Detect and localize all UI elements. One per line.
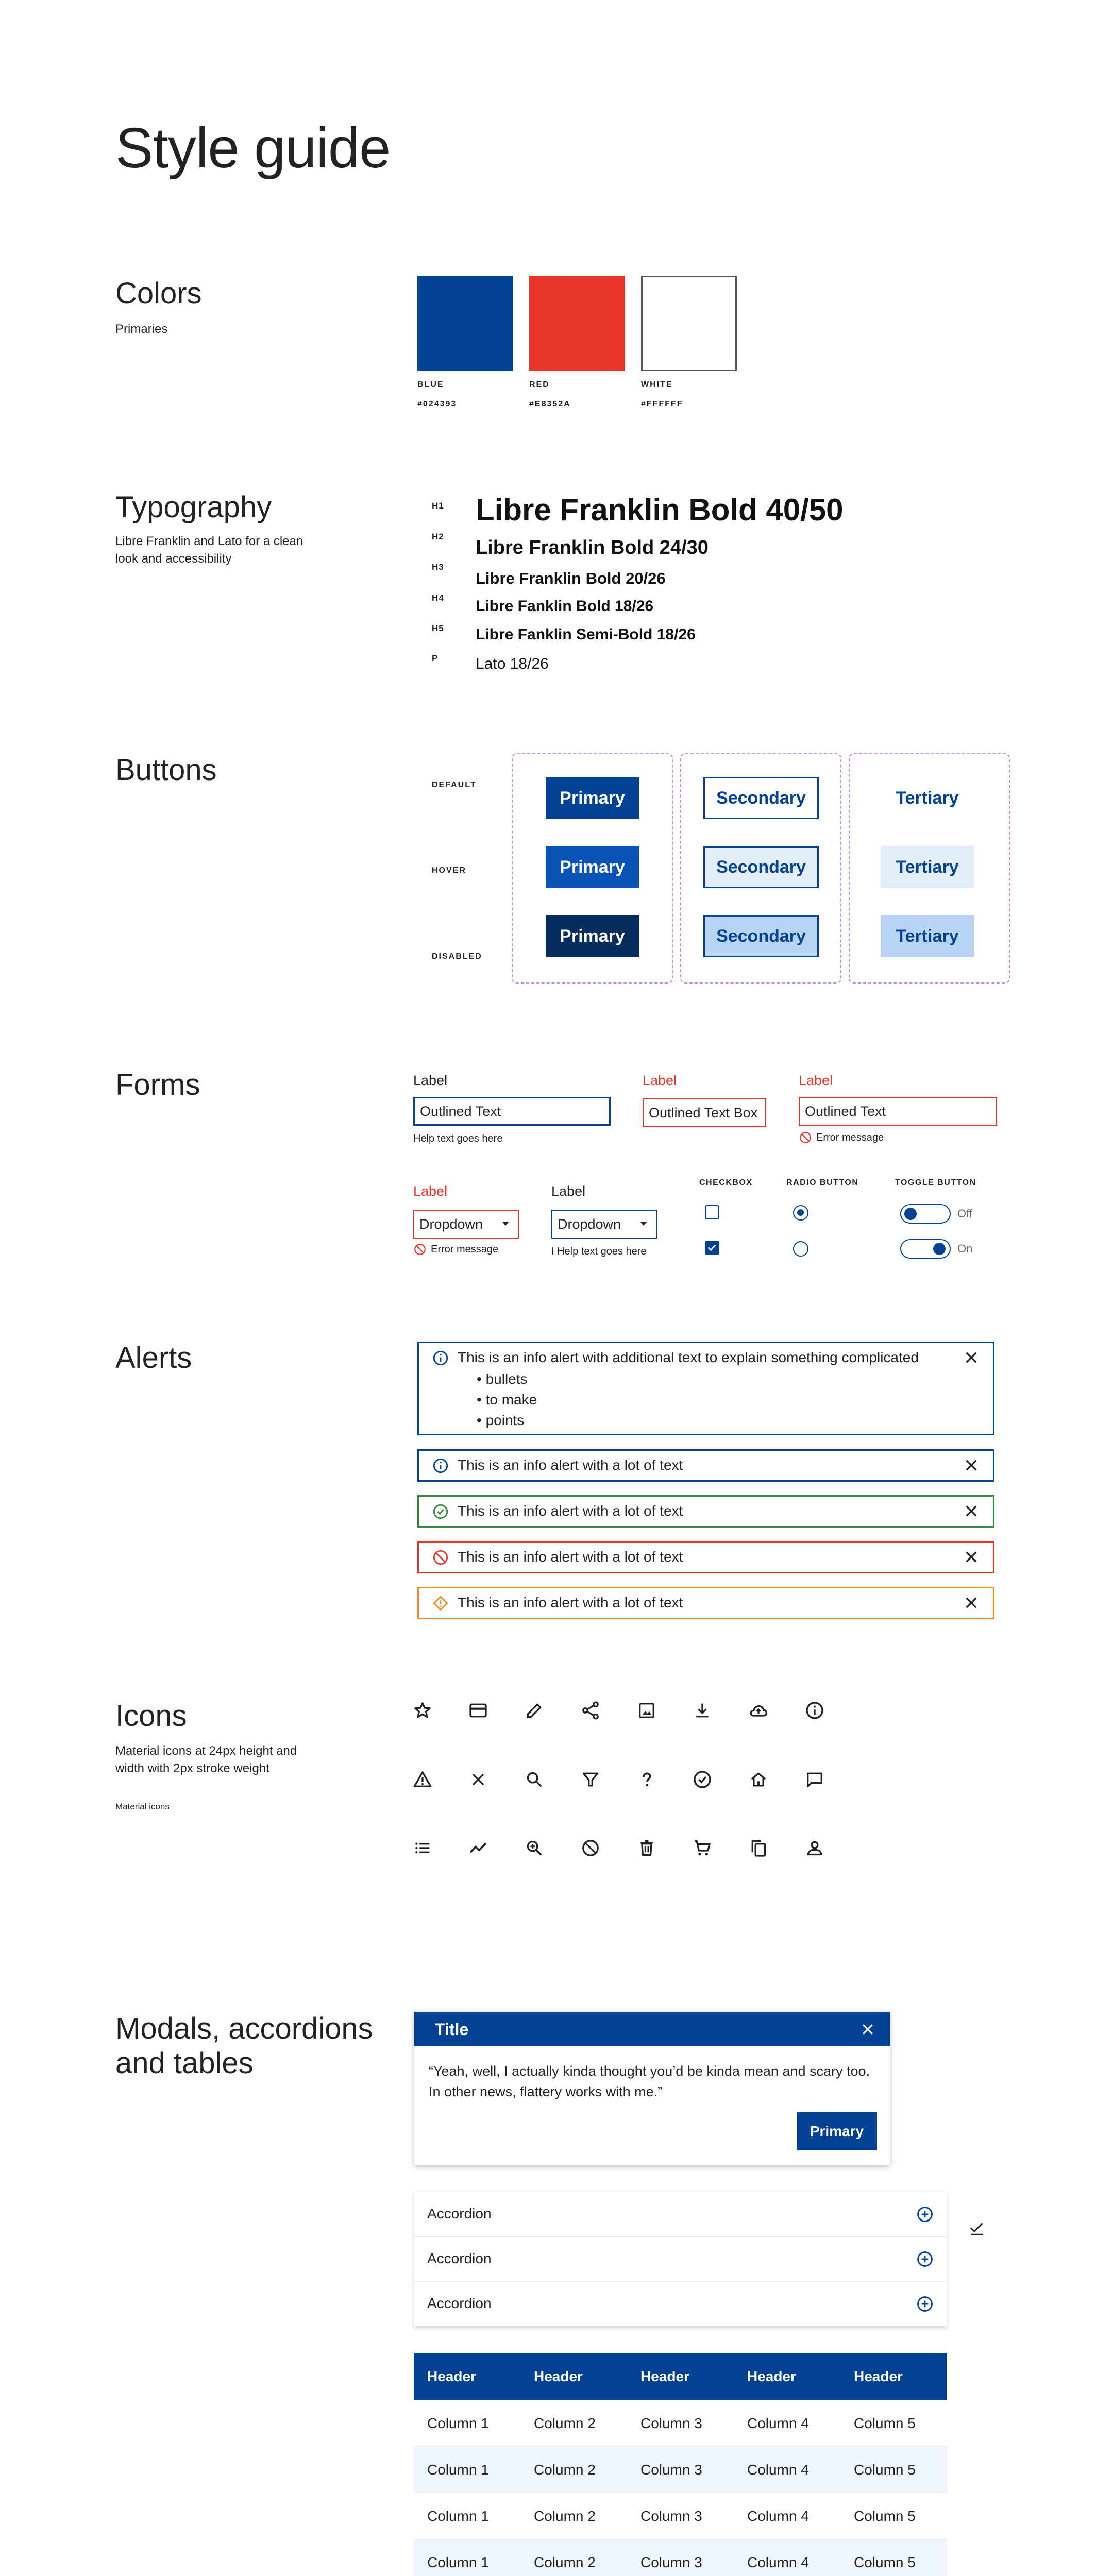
swatch-name-blue: BLUE bbox=[417, 380, 444, 389]
accordion-item[interactable] bbox=[414, 2192, 947, 2237]
add-circle-icon bbox=[915, 2294, 935, 2314]
colors-subtitle: Primaries bbox=[115, 322, 168, 336]
close-icon[interactable] bbox=[963, 1549, 980, 1565]
close-icon[interactable] bbox=[963, 1503, 980, 1519]
type-sample-h2: Libre Franklin Bold 24/30 bbox=[476, 537, 709, 558]
close-icon[interactable] bbox=[963, 1595, 980, 1611]
toggle-off-label: Off bbox=[957, 1207, 972, 1220]
table-header[interactable]: Header bbox=[840, 2353, 947, 2400]
chat-icon bbox=[804, 1769, 825, 1790]
close-icon[interactable] bbox=[963, 1457, 980, 1473]
typography-subtitle-1: Libre Franklin and Lato for a clean bbox=[115, 534, 303, 548]
table-cell: Column 4 bbox=[734, 2539, 840, 2576]
table-cell: Column 2 bbox=[520, 2493, 627, 2539]
trending-icon bbox=[468, 1838, 488, 1858]
image-icon bbox=[636, 1700, 657, 1721]
table-row bbox=[414, 2539, 947, 2576]
table-cell: Column 2 bbox=[520, 2447, 627, 2493]
warning-diamond-icon bbox=[432, 1595, 449, 1612]
modal-close-icon[interactable] bbox=[860, 2022, 875, 2037]
table-cell: Column 2 bbox=[520, 2539, 627, 2576]
table-row bbox=[414, 2493, 947, 2539]
accordion-label: Accordion bbox=[427, 2295, 492, 2311]
alert-info bbox=[417, 1449, 994, 1482]
field2-input[interactable]: Outlined Text Box bbox=[643, 1098, 766, 1127]
alert-success-text: This is an info alert with a lot of text bbox=[458, 1503, 683, 1519]
buttons-title: Buttons bbox=[115, 753, 217, 787]
table-cell: Column 3 bbox=[627, 2447, 734, 2493]
download-icon bbox=[692, 1700, 713, 1721]
add-circle-icon bbox=[915, 2249, 935, 2269]
field3-input[interactable]: Outlined Text bbox=[799, 1097, 997, 1126]
swatch-blue bbox=[417, 276, 513, 371]
checkbox-unchecked[interactable] bbox=[705, 1205, 719, 1219]
dropdown1-select[interactable] bbox=[413, 1210, 519, 1239]
field2-label: Label bbox=[643, 1073, 677, 1088]
dropdown2-label: Label bbox=[551, 1183, 586, 1199]
table-header[interactable]: Header bbox=[520, 2353, 627, 2400]
check-circle-icon bbox=[432, 1503, 449, 1520]
modals-title-line2: and tables bbox=[115, 2046, 254, 2080]
table-cell: Column 5 bbox=[840, 2539, 947, 2576]
primary-button-hover[interactable]: Primary bbox=[546, 846, 639, 888]
icons-note: Material icons bbox=[115, 1802, 170, 1811]
table-cell: Column 4 bbox=[734, 2400, 840, 2447]
colors-title: Colors bbox=[115, 277, 202, 310]
person-icon bbox=[804, 1838, 825, 1858]
search-icon bbox=[524, 1769, 545, 1790]
check-circle-icon bbox=[692, 1769, 713, 1790]
dropdown1-error bbox=[413, 1243, 498, 1256]
info-icon bbox=[804, 1700, 825, 1721]
caret-down-icon bbox=[501, 1221, 510, 1227]
swatch-name-red: RED bbox=[529, 380, 550, 389]
icons-subtitle-2: width with 2px stroke weight bbox=[115, 1761, 269, 1775]
table-row bbox=[414, 2447, 947, 2493]
toggle-off[interactable] bbox=[900, 1204, 951, 1224]
table-cell: Column 3 bbox=[627, 2400, 734, 2447]
type-sample-h4: Libre Fanklin Bold 18/26 bbox=[476, 598, 654, 615]
field1-input[interactable]: Outlined Text bbox=[413, 1097, 611, 1126]
secondary-button-default[interactable]: Secondary bbox=[703, 777, 819, 819]
block-icon bbox=[580, 1838, 601, 1858]
close-icon[interactable] bbox=[963, 1349, 980, 1366]
check-icon bbox=[706, 1242, 718, 1253]
dropdown2-select[interactable] bbox=[551, 1210, 657, 1239]
icons-title: Icons bbox=[115, 1699, 187, 1733]
modal-body-line1: “Yeah, well, I actually kinda thought you’d be kinda mean and scary too. bbox=[429, 2063, 870, 2079]
state-hover-label: HOVER bbox=[432, 866, 466, 875]
alert-bullet-list: • bullets • to make • points bbox=[477, 1371, 537, 1428]
table-cell: Column 1 bbox=[414, 2493, 520, 2539]
dropdown2-help: I Help text goes here bbox=[551, 1246, 647, 1257]
alert-bullet: to make bbox=[485, 1392, 537, 1408]
table-row bbox=[414, 2400, 947, 2447]
modal-body bbox=[429, 2061, 877, 2102]
toggle-header: TOGGLE BUTTON bbox=[895, 1178, 976, 1187]
copy-icon bbox=[748, 1838, 769, 1858]
dropdown1-error-text: Error message bbox=[431, 1243, 499, 1255]
radio-selected[interactable] bbox=[793, 1205, 808, 1221]
accordion-label: Accordion bbox=[427, 2250, 492, 2266]
home-icon bbox=[748, 1769, 769, 1790]
cloud-upload-icon bbox=[748, 1700, 769, 1721]
alert-error bbox=[417, 1541, 994, 1573]
table-cell: Column 5 bbox=[840, 2400, 947, 2447]
info-icon bbox=[432, 1349, 449, 1367]
alert-info-long bbox=[417, 1342, 994, 1435]
dropdown1-label: Label bbox=[413, 1183, 448, 1199]
accordion-item[interactable] bbox=[414, 2282, 947, 2327]
swatch-hex-blue: #024393 bbox=[417, 400, 457, 409]
forms-title: Forms bbox=[115, 1068, 200, 1101]
error-icon bbox=[413, 1243, 427, 1256]
alerts-title: Alerts bbox=[115, 1341, 192, 1375]
modal-primary-button[interactable]: Primary bbox=[797, 2112, 877, 2150]
type-tag-h2: H2 bbox=[432, 532, 444, 541]
radio-unselected[interactable] bbox=[793, 1241, 808, 1257]
accordion-item[interactable] bbox=[414, 2237, 947, 2282]
swatch-red bbox=[529, 276, 625, 371]
credit-card-icon bbox=[468, 1700, 488, 1721]
table-cell: Column 5 bbox=[840, 2493, 947, 2539]
checkbox-header: CHECKBOX bbox=[699, 1178, 753, 1187]
table-cell: Column 1 bbox=[414, 2447, 520, 2493]
radio-header: RADIO BUTTON bbox=[786, 1178, 859, 1187]
toggle-on-label: On bbox=[957, 1242, 973, 1255]
list-icon bbox=[412, 1838, 433, 1858]
zoom-in-icon bbox=[524, 1838, 545, 1858]
table-header[interactable]: Header bbox=[414, 2353, 520, 2400]
table-header[interactable]: Header bbox=[627, 2353, 734, 2400]
type-tag-h1: H1 bbox=[432, 501, 444, 511]
warning-icon bbox=[412, 1769, 433, 1790]
table-cell: Column 2 bbox=[520, 2400, 627, 2447]
typography-title: Typography bbox=[115, 490, 272, 524]
close-icon bbox=[468, 1769, 488, 1790]
type-sample-h1: Libre Franklin Bold 40/50 bbox=[476, 493, 844, 527]
toggle-on[interactable] bbox=[900, 1239, 951, 1259]
field3-error bbox=[799, 1131, 884, 1144]
icons-subtitle-1: Material icons at 24px height and bbox=[115, 1744, 297, 1758]
field1-label: Label bbox=[413, 1073, 448, 1088]
field3-error-text: Error message bbox=[816, 1131, 884, 1143]
table-cell: Column 5 bbox=[840, 2447, 947, 2493]
alert-warning-text: This is an info alert with a lot of text bbox=[458, 1595, 683, 1611]
page-title: Style guide bbox=[115, 116, 391, 180]
swatch-hex-red: #E8352A bbox=[529, 400, 571, 409]
modal-body-line2: In other news, flattery works with me.” bbox=[429, 2084, 663, 2099]
swatch-hex-white: #FFFFFF bbox=[641, 400, 683, 409]
table-cell: Column 4 bbox=[734, 2447, 840, 2493]
data-table bbox=[414, 2353, 947, 2576]
alert-info-text: This is an info alert with a lot of text bbox=[458, 1457, 683, 1473]
add-circle-icon bbox=[915, 2205, 935, 2224]
type-sample-p: Lato 18/26 bbox=[476, 655, 549, 672]
alert-success bbox=[417, 1495, 994, 1528]
typography-subtitle-2: look and accessibility bbox=[115, 552, 232, 566]
tertiary-button-hover[interactable]: Tertiary bbox=[881, 846, 974, 888]
type-tag-h5: H5 bbox=[432, 623, 444, 633]
alert-info-long-text: This is an info alert with additional text to explain something complicated bbox=[458, 1349, 919, 1365]
table-cell: Column 4 bbox=[734, 2493, 840, 2539]
modal-header bbox=[414, 2012, 890, 2046]
type-tag-h4: H4 bbox=[432, 593, 444, 603]
modal-title: Title bbox=[435, 2020, 469, 2039]
swatch-white bbox=[641, 276, 737, 371]
help-icon bbox=[636, 1769, 657, 1790]
type-tag-p: P bbox=[432, 653, 439, 663]
error-icon bbox=[799, 1131, 812, 1144]
table-cell: Column 1 bbox=[414, 2539, 520, 2576]
delete-icon bbox=[636, 1838, 657, 1858]
modal-dialog bbox=[414, 2012, 890, 2165]
caret-down-icon bbox=[639, 1221, 648, 1227]
accordion-label: Accordion bbox=[427, 2206, 492, 2222]
alert-warning bbox=[417, 1587, 994, 1619]
dropdown1-value: Dropdown bbox=[419, 1216, 483, 1232]
alert-bullet: points bbox=[485, 1412, 525, 1428]
table-cell: Column 3 bbox=[627, 2493, 734, 2539]
state-disabled-label: DISABLED bbox=[432, 952, 482, 961]
state-default-label: DEFAULT bbox=[432, 781, 477, 789]
swatch-name-white: WHITE bbox=[641, 380, 673, 389]
star-icon bbox=[412, 1700, 433, 1721]
modals-title-line1: Modals, accordions bbox=[115, 2012, 373, 2045]
type-sample-h3: Libre Franklin Bold 20/26 bbox=[476, 569, 666, 587]
filter-icon bbox=[580, 1769, 601, 1790]
tertiary-button-disabled[interactable]: Tertiary bbox=[881, 915, 974, 957]
share-icon bbox=[580, 1700, 601, 1721]
primary-button-disabled[interactable]: Primary bbox=[546, 915, 639, 957]
table-cell: Column 1 bbox=[414, 2400, 520, 2447]
block-icon bbox=[432, 1549, 449, 1566]
tertiary-button-default[interactable]: Tertiary bbox=[896, 788, 959, 808]
secondary-button-hover[interactable]: Secondary bbox=[703, 846, 819, 888]
table-header[interactable]: Header bbox=[734, 2353, 840, 2400]
table-cell: Column 3 bbox=[627, 2539, 734, 2576]
type-tag-h3: H3 bbox=[432, 562, 444, 572]
dropdown2-value: Dropdown bbox=[558, 1216, 621, 1232]
info-icon bbox=[432, 1457, 449, 1475]
table-header-row bbox=[414, 2353, 947, 2400]
primary-button-default[interactable]: Primary bbox=[546, 777, 639, 819]
done-icon bbox=[968, 2219, 986, 2238]
checkbox-checked[interactable] bbox=[705, 1241, 719, 1255]
alert-error-text: This is an info alert with a lot of text bbox=[458, 1549, 683, 1565]
field1-help: Help text goes here bbox=[413, 1133, 503, 1144]
field3-label: Label bbox=[799, 1073, 833, 1088]
secondary-button-disabled[interactable]: Secondary bbox=[703, 915, 819, 957]
cart-icon bbox=[692, 1838, 713, 1858]
accordion bbox=[414, 2192, 947, 2327]
edit-icon bbox=[524, 1700, 545, 1721]
alert-bullet: bullets bbox=[485, 1371, 528, 1387]
type-sample-h5: Libre Fanklin Semi-Bold 18/26 bbox=[476, 626, 696, 643]
